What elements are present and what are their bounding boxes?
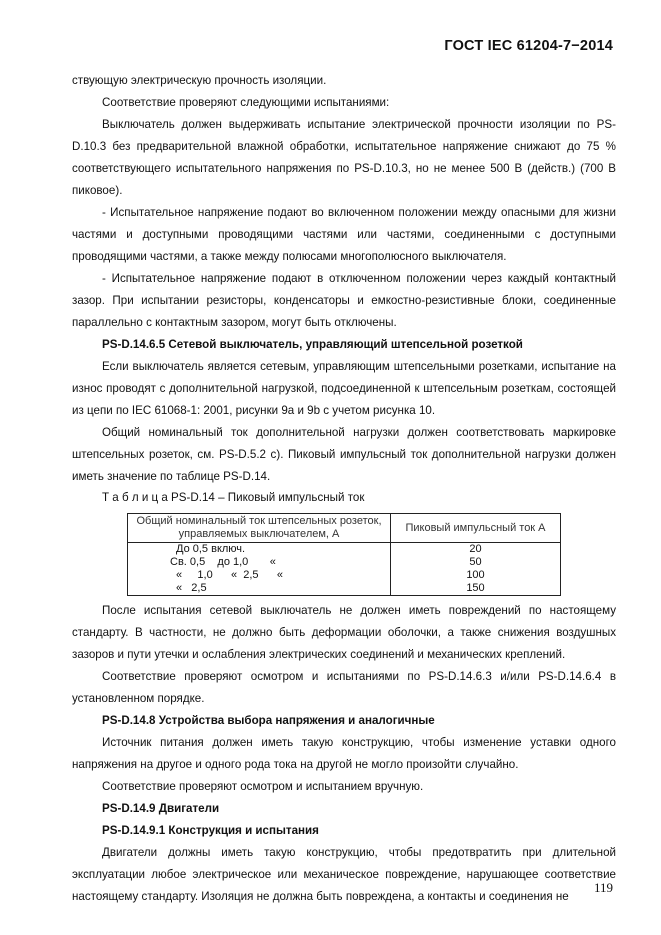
table-cell-current: Св. 0,5 до 1,0 « bbox=[128, 556, 391, 569]
peak-current-table bbox=[127, 513, 561, 596]
paragraph: ствующую электрическую прочность изоляции. bbox=[72, 74, 327, 87]
table-header-peak: Пиковый импульсный ток А bbox=[391, 514, 561, 543]
paragraph: После испытания сетевой выключатель не должен иметь повреждений по настоящему стандарту. В частности, не должно быть деформации оболочки, а также снижения воздушных зазоров и пути утечки и ослабления электрических соединений и механических креплений. bbox=[72, 604, 616, 661]
paragraph: - Испытательное напряжение подают в отключенном положении через каждый контактный зазор. При испытании резисторы, конденсаторы и емкостно-резистивные блоки, соединенные параллельно с контактным зазором, могут быть отключены. bbox=[72, 272, 616, 329]
table-row bbox=[128, 569, 561, 582]
table-row bbox=[128, 543, 561, 557]
section-heading: PS-D.14.8 Устройства выбора напряжения и аналогичные bbox=[102, 714, 435, 727]
paragraph: Соответствие проверяют осмотром и испытанием вручную. bbox=[102, 780, 424, 793]
table-caption: Т а б л и ц а PS-D.14 – Пиковый импульсный ток bbox=[102, 491, 365, 504]
table-cell-current: « 2,5 bbox=[128, 582, 391, 596]
table-cell-peak: 50 bbox=[391, 556, 561, 569]
paragraph: Выключатель должен выдерживать испытание электрической прочности изоляции по PS-D.10.3 без предварительной влажной обработки, испытательное напряжение снижают до 75 % соответствующего испытательного напряжения по PS-D.10.3, но не менее 500 В (действ.) (700 В пиковое). bbox=[72, 118, 616, 197]
paragraph: Если выключатель является сетевым, управляющим штепсельными розетками, испытание на износ проводят с дополнительной нагрузкой, подсоединенной к штепсельным розеткам, состоящей из цепи по IEC 61068-1: 2001, рисунки 9а и 9b с учетом рисунка 10. bbox=[72, 360, 616, 417]
table-cell-current: « 1,0 « 2,5 « bbox=[128, 569, 391, 582]
table-cell-peak: 100 bbox=[391, 569, 561, 582]
standard-header: ГОСТ IEC 61204-7−2014 bbox=[444, 38, 613, 54]
table-cell-current: До 0,5 включ. bbox=[128, 543, 391, 557]
table-row bbox=[128, 582, 561, 596]
table-cell-peak: 150 bbox=[391, 582, 561, 596]
section-heading: PS-D.14.9.1 Конструкция и испытания bbox=[102, 824, 319, 837]
page-number: 119 bbox=[593, 880, 613, 895]
paragraph: Источник питания должен иметь такую конструкцию, чтобы изменение уставки одного напряжения на другое и одного рода тока на другой не могло произойти случайно. bbox=[72, 736, 616, 771]
table-row bbox=[128, 556, 561, 569]
section-heading: PS-D.14.9 Двигатели bbox=[102, 802, 220, 815]
paragraph: - Испытательное напряжение подают во включенном положении между опасными для жизни частями и доступными проводящими частями или частями, соединенными с доступными проводящими частями, а также между полюсами многополюсного выключателя. bbox=[72, 206, 616, 263]
document-body bbox=[72, 70, 616, 908]
paragraph: Соответствие проверяют следующими испытаниями: bbox=[102, 96, 390, 109]
paragraph: Общий номинальный ток дополнительной нагрузки должен соответствовать маркировке штепсельных розеток, см. PS-D.5.2 c). Пиковый импульсный ток дополнительной нагрузки должен иметь значение по таблице PS-D.14. bbox=[72, 426, 616, 483]
paragraph: Двигатели должны иметь такую конструкцию, чтобы предотвратить при длительной эксплуатации любое электрическое или механическое повреждение, нарушающее соответствие настоящему стандарту. Изоляция не должна быть повреждена, а контакты и соединения не bbox=[72, 846, 616, 903]
paragraph: Соответствие проверяют осмотром и испытаниями по PS-D.14.6.3 и/или PS-D.14.6.4 в установленном порядке. bbox=[72, 670, 616, 705]
section-heading: PS-D.14.6.5 Сетевой выключатель, управляющий штепсельной розеткой bbox=[102, 338, 523, 351]
table-cell-peak: 20 bbox=[391, 543, 561, 557]
table-header-current: Общий номинальный ток штепсельных розеток, управляемых выключателем, А bbox=[128, 514, 391, 543]
